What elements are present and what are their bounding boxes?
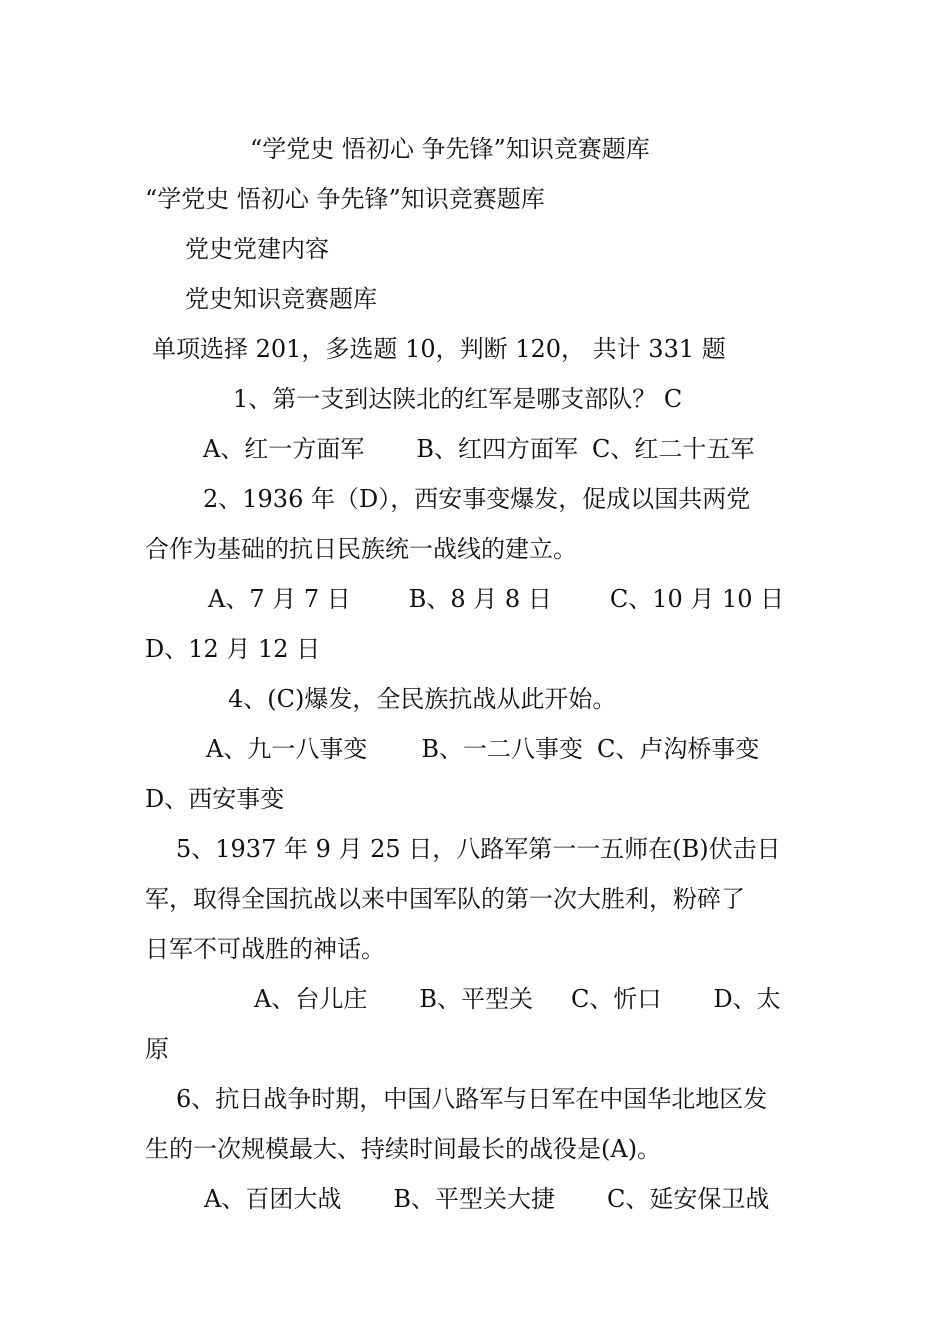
document-subtitle: “学党史 悟初心 争先锋”知识竞赛题库 [145,185,545,213]
question-stem-continued: 合作为基础的抗日民族统一战线的建立。 [145,535,577,563]
question-stem: 2、1936 年（D），西安事变爆发，促成以国共两党 [203,485,751,513]
question-stem: 1、第一支到达陕北的红军是哪支部队？ C [233,385,683,413]
question-options [254,984,781,1014]
question-stem-continued: 军，取得全国抗战以来中国军队的第一次大胜利，粉碎了 [145,885,745,913]
option-b: B、一二八事变 [421,735,583,763]
section-heading-quiz-bank: 党史知识竞赛题库 [185,285,377,313]
question-options [203,434,754,464]
option-d: D、太 [713,985,781,1013]
option-d: D、12 月 12 日 [145,635,321,663]
question-count-summary: 单项选择 201，多选题 10，判断 120， 共计 331 题 [152,335,726,363]
question-options [208,584,784,614]
option-c: C、延安保卫战 [606,1185,770,1213]
document-title: “学党史 悟初心 争先锋”知识竞赛题库 [250,135,650,163]
option-d: D、西安事变 [145,785,285,813]
option-c: C、忻口 [570,985,662,1013]
option-c: C、10 月 10 日 [609,585,785,613]
question-stem: 4、(C)爆发，全民族抗战从此开始。 [228,685,617,713]
option-d-continued: 原 [145,1035,169,1063]
section-heading-party-history: 党史党建内容 [185,235,329,263]
option-a: A、台儿庄 [254,985,368,1013]
option-a: A、九一八事变 [206,735,368,763]
option-b: B、8 月 8 日 [408,585,552,613]
option-b: B、平型关 [419,985,533,1013]
option-c: C、卢沟桥事变 [596,735,760,763]
question-stem: 5、1937 年 9 月 25 日，八路军第一一五师在(B)伏击日 [176,835,781,863]
option-a: A、红一方面军 [203,435,365,463]
question-stem: 6、抗日战争时期，中国八路军与日军在中国华北地区发 [176,1085,768,1113]
question-stem-continued: 日军不可战胜的神话。 [145,935,385,963]
option-c: C、红二十五军 [591,435,755,463]
option-a: A、7 月 7 日 [208,585,351,613]
question-stem-continued: 生的一次规模最大、持续时间最长的战役是(A)。 [145,1135,662,1163]
question-options [206,734,759,764]
question-options [204,1184,769,1214]
option-b: B、平型关大捷 [393,1185,555,1213]
option-b: B、红四方面军 [416,435,578,463]
option-a: A、百团大战 [204,1185,342,1213]
